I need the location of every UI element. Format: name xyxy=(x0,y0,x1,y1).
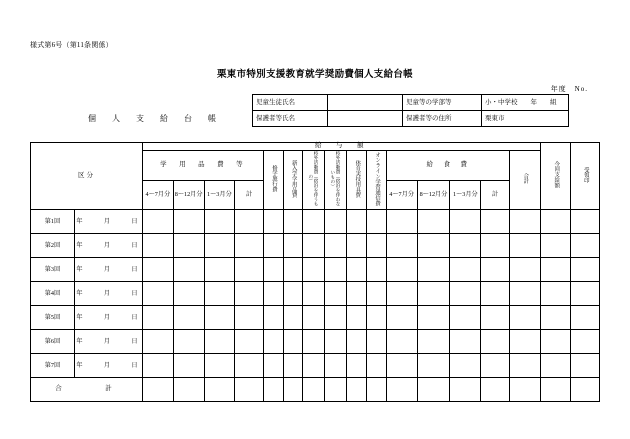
cell[interactable] xyxy=(325,330,347,354)
cell[interactable] xyxy=(571,258,600,282)
row-date-2[interactable]: 年 月 日 xyxy=(74,234,142,258)
cell[interactable] xyxy=(235,234,264,258)
cell[interactable] xyxy=(571,354,600,378)
payment-ledger-grid xyxy=(30,142,600,402)
cell[interactable] xyxy=(303,234,325,258)
cell[interactable] xyxy=(204,258,235,282)
cell[interactable] xyxy=(540,258,571,282)
cell[interactable] xyxy=(235,210,264,234)
cell[interactable] xyxy=(367,282,387,306)
cell[interactable] xyxy=(235,330,264,354)
table-row xyxy=(253,95,569,111)
cell[interactable] xyxy=(417,210,450,234)
cell[interactable] xyxy=(173,306,204,330)
header-kyuyo-gaku: 給 与 額 xyxy=(143,143,541,151)
cell[interactable] xyxy=(283,282,303,306)
cell[interactable] xyxy=(325,354,347,378)
cell[interactable] xyxy=(325,378,347,402)
cell[interactable] xyxy=(235,258,264,282)
cell[interactable] xyxy=(283,234,303,258)
cell[interactable] xyxy=(204,378,235,402)
cell[interactable] xyxy=(450,378,481,402)
student-name-label: 児童生徒氏名 xyxy=(253,95,328,111)
cell[interactable] xyxy=(540,282,571,306)
cell[interactable] xyxy=(283,330,303,354)
cell[interactable] xyxy=(235,282,264,306)
cell[interactable] xyxy=(571,234,600,258)
cell[interactable] xyxy=(303,282,325,306)
table-row xyxy=(253,111,569,127)
cell[interactable] xyxy=(143,306,174,330)
cell[interactable] xyxy=(509,306,540,330)
row-date-5[interactable]: 年 月 日 xyxy=(74,306,142,330)
cell[interactable] xyxy=(450,330,481,354)
table-row xyxy=(31,282,600,306)
cell[interactable] xyxy=(509,258,540,282)
cell[interactable] xyxy=(283,258,303,282)
guardian-address-label: 保護者等の住所 xyxy=(403,111,482,127)
student-info-table xyxy=(252,94,569,127)
cell[interactable] xyxy=(417,354,450,378)
cell[interactable] xyxy=(173,330,204,354)
cell[interactable] xyxy=(347,378,367,402)
school-division-value[interactable]: 小・中学校 年 組 xyxy=(482,95,569,111)
cell[interactable] xyxy=(173,354,204,378)
row-label-2: 第2回 xyxy=(31,234,75,258)
row-label-3: 第3回 xyxy=(31,258,75,282)
cell[interactable] xyxy=(386,306,417,330)
header-konkai-shikyugaku: 今回支給額 xyxy=(540,143,571,210)
header-juryoin: 受領印 xyxy=(571,143,600,210)
cell[interactable] xyxy=(481,258,510,282)
cell[interactable] xyxy=(283,210,303,234)
header-kogai-katsudo-shukuhaku-nashi: 校外活動費（宿泊を伴わないもの） xyxy=(325,150,347,210)
cell[interactable] xyxy=(173,234,204,258)
header-row-1 xyxy=(31,143,600,151)
cell[interactable] xyxy=(367,306,387,330)
table-row xyxy=(31,354,600,378)
cell[interactable] xyxy=(283,378,303,402)
cell[interactable] xyxy=(143,378,174,402)
cell[interactable] xyxy=(303,378,325,402)
cell[interactable] xyxy=(450,306,481,330)
cell[interactable] xyxy=(303,210,325,234)
cell[interactable] xyxy=(481,282,510,306)
cell[interactable] xyxy=(481,378,510,402)
header-shinnyugaku-yohinhi: 新入学学用品費 xyxy=(283,150,303,210)
cell[interactable] xyxy=(386,354,417,378)
cell[interactable] xyxy=(347,306,367,330)
row-date-4[interactable]: 年 月 日 xyxy=(74,282,142,306)
cell[interactable] xyxy=(143,258,174,282)
header-kubun: 区分 xyxy=(31,143,143,210)
cell[interactable] xyxy=(540,378,571,402)
cell[interactable] xyxy=(263,330,283,354)
row-label-1: 第1回 xyxy=(31,210,75,234)
cell[interactable] xyxy=(417,282,450,306)
header-kyushoku-8-12: 8～12月分 xyxy=(417,181,450,210)
school-division-label: 児童等の学部等 xyxy=(403,95,482,111)
header-online-tsushinhi: オンライン学習通信費 xyxy=(367,150,387,210)
cell[interactable] xyxy=(386,234,417,258)
year-number-label: 年度 No. xyxy=(550,85,588,93)
table-row-total xyxy=(31,378,600,402)
header-kyushokuhi: 給 食 費 xyxy=(386,150,509,180)
row-label-6: 第6回 xyxy=(31,330,75,354)
cell[interactable] xyxy=(325,258,347,282)
cell[interactable] xyxy=(303,306,325,330)
cell[interactable] xyxy=(325,306,347,330)
cell[interactable] xyxy=(540,210,571,234)
row-date-7[interactable]: 年 月 日 xyxy=(74,354,142,378)
row-label-5: 第5回 xyxy=(31,306,75,330)
cell[interactable] xyxy=(571,378,600,402)
cell[interactable] xyxy=(450,282,481,306)
cell[interactable] xyxy=(235,354,264,378)
cell[interactable] xyxy=(386,210,417,234)
cell[interactable] xyxy=(325,234,347,258)
header-goukei: 合計 xyxy=(509,150,540,210)
table-row xyxy=(31,330,600,354)
cell[interactable] xyxy=(235,378,264,402)
cell[interactable] xyxy=(173,210,204,234)
cell[interactable] xyxy=(481,234,510,258)
row-date-3[interactable]: 年 月 日 xyxy=(74,258,142,282)
cell[interactable] xyxy=(204,354,235,378)
guardian-address-value[interactable]: 栗東市 xyxy=(482,111,569,127)
cell[interactable] xyxy=(263,378,283,402)
cell[interactable] xyxy=(540,330,571,354)
cell[interactable] xyxy=(204,306,235,330)
cell[interactable] xyxy=(204,282,235,306)
cell[interactable] xyxy=(143,282,174,306)
cell[interactable] xyxy=(325,210,347,234)
cell[interactable] xyxy=(347,258,367,282)
cell[interactable] xyxy=(450,354,481,378)
cell[interactable] xyxy=(509,210,540,234)
cell[interactable] xyxy=(386,330,417,354)
cell[interactable] xyxy=(417,378,450,402)
cell[interactable] xyxy=(347,354,367,378)
table-row xyxy=(31,258,600,282)
cell[interactable] xyxy=(143,210,174,234)
cell[interactable] xyxy=(481,354,510,378)
cell[interactable] xyxy=(481,330,510,354)
table-row xyxy=(31,234,600,258)
cell[interactable] xyxy=(509,378,540,402)
cell[interactable] xyxy=(347,210,367,234)
row-date-6[interactable]: 年 月 日 xyxy=(74,330,142,354)
cell[interactable] xyxy=(204,210,235,234)
total-label: 合 計 xyxy=(31,378,143,402)
cell[interactable] xyxy=(367,378,387,402)
cell[interactable] xyxy=(263,210,283,234)
cell[interactable] xyxy=(367,258,387,282)
table-row xyxy=(31,306,600,330)
cell[interactable] xyxy=(417,330,450,354)
cell[interactable] xyxy=(509,354,540,378)
cell[interactable] xyxy=(263,282,283,306)
table-row xyxy=(31,210,600,234)
row-date-1[interactable]: 年 月 日 xyxy=(74,210,142,234)
cell[interactable] xyxy=(347,330,367,354)
cell[interactable] xyxy=(173,378,204,402)
cell[interactable] xyxy=(450,210,481,234)
cell[interactable] xyxy=(347,234,367,258)
cell[interactable] xyxy=(143,234,174,258)
cell[interactable] xyxy=(143,330,174,354)
cell[interactable] xyxy=(367,330,387,354)
cell[interactable] xyxy=(386,282,417,306)
cell[interactable] xyxy=(263,234,283,258)
cell[interactable] xyxy=(173,258,204,282)
cell[interactable] xyxy=(263,306,283,330)
ledger-label: 個 人 支 給 台 帳 xyxy=(88,114,220,123)
cell[interactable] xyxy=(540,306,571,330)
header-gakuyohin-hi: 学 用 品 費 等 xyxy=(143,150,264,180)
header-gakuyohin-1-3: 1～3月分 xyxy=(204,181,235,210)
header-kyushoku-4-7: 4～7月分 xyxy=(386,181,417,210)
cell[interactable] xyxy=(367,234,387,258)
guardian-name-label: 保護者等氏名 xyxy=(253,111,328,127)
cell[interactable] xyxy=(143,354,174,378)
header-kogai-katsudo-shukuhaku-ari: 校外活動費（宿泊を伴うもの） xyxy=(303,150,325,210)
student-name-value[interactable] xyxy=(328,95,403,111)
payment-table xyxy=(30,142,600,402)
form-number: 様式第6号（第11条関係） xyxy=(30,41,113,49)
cell[interactable] xyxy=(571,282,600,306)
header-gakuyohin-8-12: 8～12月分 xyxy=(173,181,204,210)
cell[interactable] xyxy=(386,378,417,402)
cell[interactable] xyxy=(204,330,235,354)
header-kyushoku-1-3: 1～3月分 xyxy=(450,181,481,210)
row-label-4: 第4回 xyxy=(31,282,75,306)
header-taiiku-jitsugi-yogu-hi: 体育実技用具費 xyxy=(347,150,367,210)
cell[interactable] xyxy=(417,306,450,330)
guardian-name-value[interactable] xyxy=(328,111,403,127)
cell[interactable] xyxy=(481,210,510,234)
cell[interactable] xyxy=(481,306,510,330)
header-shugakuryokohi: 修学旅行費 xyxy=(263,150,283,210)
header-kyushoku-kei: 計 xyxy=(481,181,510,210)
cell[interactable] xyxy=(173,282,204,306)
cell[interactable] xyxy=(367,354,387,378)
cell[interactable] xyxy=(263,354,283,378)
cell[interactable] xyxy=(450,258,481,282)
cell[interactable] xyxy=(450,234,481,258)
cell[interactable] xyxy=(347,282,367,306)
cell[interactable] xyxy=(571,210,600,234)
cell[interactable] xyxy=(283,354,303,378)
header-gakuyohin-kei: 計 xyxy=(235,181,264,210)
cell[interactable] xyxy=(303,330,325,354)
cell[interactable] xyxy=(204,234,235,258)
cell[interactable] xyxy=(509,234,540,258)
cell[interactable] xyxy=(540,354,571,378)
cell[interactable] xyxy=(571,306,600,330)
cell[interactable] xyxy=(417,258,450,282)
cell[interactable] xyxy=(509,330,540,354)
page-title: 栗東市特別支援教育就学奨励費個人支給台帳 xyxy=(216,70,413,80)
cell[interactable] xyxy=(540,234,571,258)
cell[interactable] xyxy=(509,282,540,306)
cell[interactable] xyxy=(367,210,387,234)
cell[interactable] xyxy=(283,306,303,330)
cell[interactable] xyxy=(303,354,325,378)
header-gakuyohin-4-7: 4～7月分 xyxy=(143,181,174,210)
cell[interactable] xyxy=(386,258,417,282)
row-label-7: 第7回 xyxy=(31,354,75,378)
cell[interactable] xyxy=(303,258,325,282)
cell[interactable] xyxy=(417,234,450,258)
cell[interactable] xyxy=(263,258,283,282)
cell[interactable] xyxy=(571,330,600,354)
cell[interactable] xyxy=(235,306,264,330)
cell[interactable] xyxy=(325,282,347,306)
